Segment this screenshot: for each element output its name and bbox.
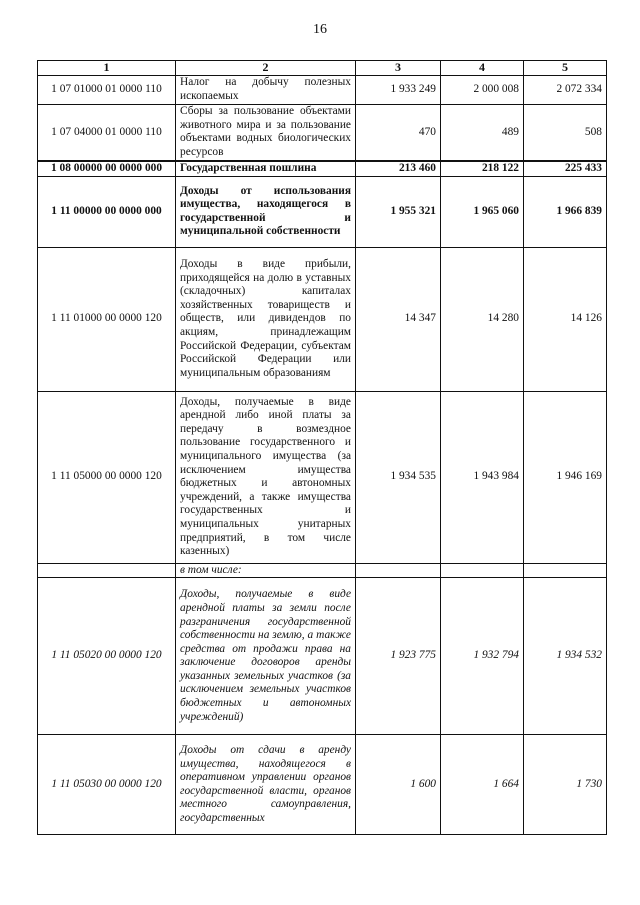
row-name: Доходы в виде прибыли, приходящейся на долю в уставных (складочных) капиталах хозяйственных товариществ и обществ, или дивидендов по акциям, принадлежащим Российской Федерации, субъектам Российской Федерации или муниципальным образованиям [176,247,356,391]
row-value-3: 470 [356,104,441,161]
row-name: Сборы за пользование объектами животного мира и за пользование объектами водных биологических ресурсов [176,104,356,161]
revenue-table [37,60,607,835]
row-value-3: 213 460 [356,161,441,176]
table-header-row [38,61,607,76]
row-code [38,563,176,578]
row-value-3: 1 934 535 [356,391,441,563]
row-code: 1 11 05030 00 0000 120 [38,735,176,835]
row-name: в том числе: [176,563,356,578]
header-col-value-3: 3 [356,61,441,76]
table-row [38,75,607,104]
table-row [38,247,607,391]
table-row [38,391,607,563]
row-name: Доходы, получаемые в виде арендной платы за земли после разграничения государственной собственности на землю, а также средства от продажи права на заключение договоров аренды указанных земельных участков (за исключением земельных участков бюджетных и автономных учреждений) [176,578,356,735]
row-code: 1 08 00000 00 0000 000 [38,161,176,176]
row-value-4 [441,563,524,578]
row-value-4: 1 943 984 [441,391,524,563]
row-value-3: 1 955 321 [356,176,441,247]
row-name: Доходы, получаемые в виде арендной либо иной платы за передачу в возмездное пользование государственного и муниципального имущества (за исключением имущества бюджетных и автономных учреждений, а также имущества государственных и муниципальных унитарных предприятий, в том числе казенных) [176,391,356,563]
table-row [38,161,607,176]
table-row [38,176,607,247]
row-value-5: 508 [524,104,607,161]
row-value-5: 2 072 334 [524,75,607,104]
row-code: 1 11 05000 00 0000 120 [38,391,176,563]
row-value-3 [356,563,441,578]
table-row [38,735,607,835]
page-number: 16 [313,22,327,37]
row-value-3: 14 347 [356,247,441,391]
table-row [38,104,607,161]
row-value-5 [524,563,607,578]
row-value-5: 225 433 [524,161,607,176]
row-value-5: 1 966 839 [524,176,607,247]
row-name: Доходы от использования имущества, находящегося в государственной и муниципальной собственности [176,176,356,247]
row-code: 1 07 04000 01 0000 110 [38,104,176,161]
row-code: 1 11 01000 00 0000 120 [38,247,176,391]
row-value-5: 1 934 532 [524,578,607,735]
row-value-3: 1 600 [356,735,441,835]
row-value-5: 14 126 [524,247,607,391]
row-value-4: 489 [441,104,524,161]
row-value-3: 1 933 249 [356,75,441,104]
row-code: 1 11 05020 00 0000 120 [38,578,176,735]
row-value-4: 1 965 060 [441,176,524,247]
table-row [38,578,607,735]
row-name: Государственная пошлина [176,161,356,176]
row-name: Налог на добычу полезных ископаемых [176,75,356,104]
row-value-4: 1 664 [441,735,524,835]
header-col-value-4: 4 [441,61,524,76]
row-value-4: 14 280 [441,247,524,391]
header-col-name: 2 [176,61,356,76]
row-value-4: 1 932 794 [441,578,524,735]
table-row [38,563,607,578]
header-col-code: 1 [38,61,176,76]
row-code: 1 07 01000 01 0000 110 [38,75,176,104]
row-value-3: 1 923 775 [356,578,441,735]
header-col-value-5: 5 [524,61,607,76]
row-value-5: 1 946 169 [524,391,607,563]
row-code: 1 11 00000 00 0000 000 [38,176,176,247]
row-value-5: 1 730 [524,735,607,835]
row-value-4: 218 122 [441,161,524,176]
row-value-4: 2 000 008 [441,75,524,104]
row-name: Доходы от сдачи в аренду имущества, находящегося в оперативном управлении органов государственной власти, органов местного самоуправления, государственных [176,735,356,835]
